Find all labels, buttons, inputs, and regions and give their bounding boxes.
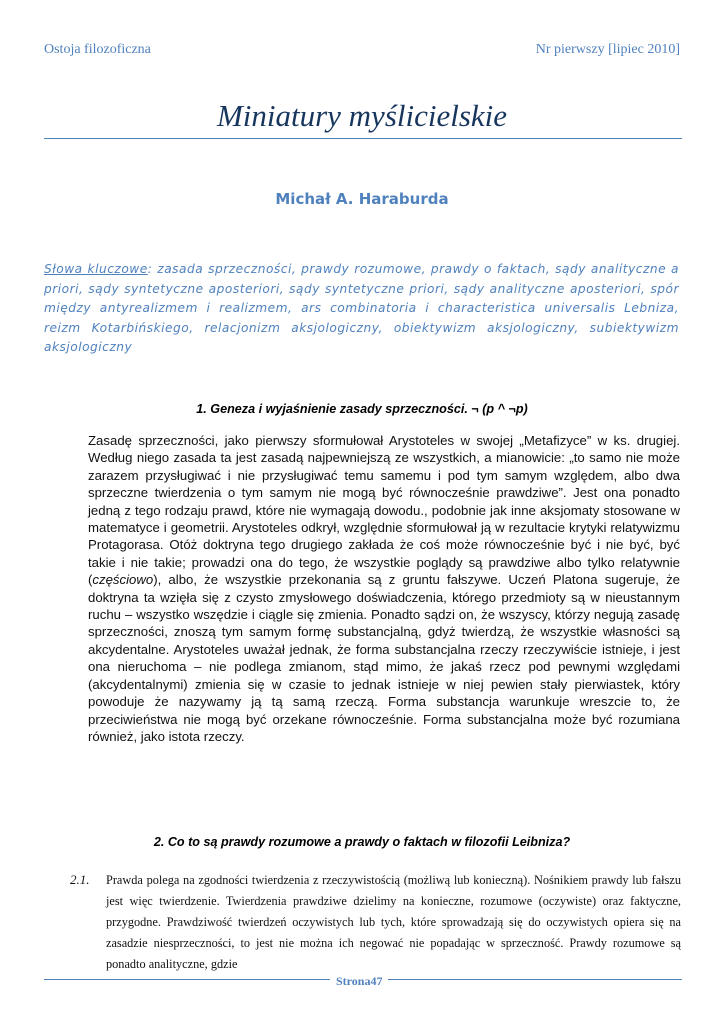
keywords-block <box>44 260 679 358</box>
running-header-left: Ostoja filozoficzna <box>44 42 151 57</box>
subsection-number: 2.1. <box>70 872 90 887</box>
section-1-paragraph <box>88 432 680 745</box>
paragraph-text-continued: ), albo, że wszystkie przekonania są z gruntu fałszywe. Uczeń Platona sugeruje, że doktryna ta wzięła się z czysto zmysłowego doświadczenia, którego przedmioty są w nieustannym ruchu – wszystko wszędzie i ciągle się zmienia. Ponadto sądzi on, że wszyscy, którzy negują zasadę sprzeczności, znoszą tym samym formę substancjalną, gdyż twierdzą, że wszystkie własności są akcydentalne. Arystoteles uważał jednak, że forma substancjalna rzeczy rzeczywiście istnieje, i jest ona nieruchoma – nie podlega zmianom, stąd mimo, że jakaś rzecz pod pewnymi względami (akcydentalnymi) zmienia się w czasie to jednak istnieje w niej pewien stały pierwiastek, który powoduje że nazywamy ją tą samą rzeczą. Forma substancja warunkuje wreszcie to, że przeciwieństwa nie mogą być orzekane równocześnie. Forma substancjalna może być rozumiana również, jako istota rzeczy. <box>88 572 680 744</box>
paragraph-italic-text: częściowo <box>92 572 154 588</box>
keywords-text: : zasada sprzeczności, prawdy rozumowe, prawdy o faktach, sądy analityczne a priori, sądy syntetyczne aposteriori, sądy syntetyczne priori, sądy analityczne aposteriori, spór między antyrealizmem i realizmem, ars combinatoria i characteristica universalis Lebniza, reizm Kotarbińskiego, relacjonizm aksjologiczny, obiektywizm aksjologiczny, subiektywizm aksjologiczny <box>44 262 679 355</box>
page-number: Strona47 <box>330 974 388 989</box>
keywords-label: Słowa kluczowe <box>44 262 148 276</box>
subsection-paragraph: Prawda polega na zgodności twierdzenia z rzeczywistością (możliwą lub konieczną). Nośnikiem prawdy lub fałszu jest więc twierdzenie. Twierdzenia prawdziwe dzielimy na konieczne, rozumowe (oczywiste) oraz faktyczne, przygodne. Prawdziwość twierdzeń oczywistych lub tych, które sprowadzają się do oczywistych opiera się na zasadzie niesprzeczności, to jest nie można ich negować nie popadając w sprzeczność. Prawdy rozumowe są ponadto analityczne, gdzie <box>106 873 681 971</box>
paragraph-text: Zasadę sprzeczności, jako pierwszy sformułował Arystoteles w swojej „Metafizyce” w ks. drugiej. Według niego zasada ta jest zasadą najpewniejszą ze wszystkich, a mianowicie: „to samo nie może zarazem przysługiwać i nie przysługiwać temu samemu i pod tym samym względem, albo dwa sprzeczne twierdzenia o tym samym nie mogą być równocześnie prawdziwe”. Jest ona ponadto jedną z tego rodzaju prawd, które nie wymagają dowodu., podobnie jak inne aksjomaty stosowane w matematyce i geometrii. Arystoteles odkrył, względnie sformułował ją w rezultacie krytyki relatywizmu Protagorasa. Otóż doktryna tego drugiego zakłada że coś może równocześnie być i nie być, być takie i nie takie; prowadzi ona do tego, że wszystkie poglądy są prawdziwe albo tylko relatywnie ( <box>88 433 680 588</box>
article-title: Miniatury myślicielskie <box>216 98 508 133</box>
section-1-heading: 1. Geneza i wyjaśnienie zasady sprzeczności. ¬ (p ^ ¬p) <box>196 402 528 416</box>
section-2-heading: 2. Co to są prawdy rozumowe a prawdy o faktach w filozofii Leibniza? <box>153 835 571 849</box>
article-author: Michał A. Haraburda <box>275 190 449 208</box>
title-divider <box>44 138 682 139</box>
running-header-right: Nr pierwszy [lipiec 2010] <box>535 42 680 57</box>
